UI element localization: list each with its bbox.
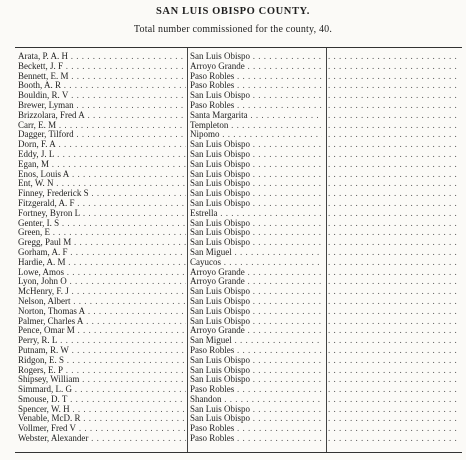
commissioner-name: Nelson, Albert . . . [18,297,186,307]
commissioner-name: Booth, A. R . . . [18,81,186,91]
commissioner-name: Bouldin, R. V . . . [18,91,186,101]
commissioner-place: Shandon . . . [190,395,322,405]
commission-date-cell [327,317,460,327]
commissioner-place: Nipomo . . . [190,130,322,140]
commission-date-cell [327,414,460,424]
table-row [15,375,462,385]
commissioner-name: Hardie, A. M . . . [18,258,186,268]
table-row [15,130,462,140]
commissioner-name: Arata, P. A. H . . . [18,52,186,62]
commissioner-place: San Luis Obispo . . . [190,170,322,180]
table-row [15,101,462,111]
commissioner-name: Smouse, D. T . . . [18,395,186,405]
commissioner-name: Perry, R. L . . . [18,336,186,346]
commissioner-place: San Luis Obispo . . . [190,179,322,189]
commissioner-place: San Luis Obispo . . . [190,405,322,415]
table-row [15,356,462,366]
commissioner-place: San Luis Obispo . . . [190,356,322,366]
commission-date-cell [327,434,460,444]
commissioner-place: Paso Robles . . . [190,424,322,434]
table-row [15,287,462,297]
table-row [15,62,462,72]
commission-date-cell [327,297,460,307]
commission-date-cell [327,72,460,82]
table-row [15,179,462,189]
table-row [15,121,462,131]
commissioner-name: Gregg, Paul M . . . [18,238,186,248]
commissioner-name: Egan, M . . . [18,160,186,170]
commissioner-name: Eddy, J. L . . . [18,150,186,160]
commissioner-name: Finney, Frederick S . . . [18,189,186,199]
commissioner-place: Paso Robles . . . [190,346,322,356]
commissioner-place: Paso Robles . . . [190,101,322,111]
commissioner-place: San Luis Obispo . . . [190,150,322,160]
commission-date-cell [327,209,460,219]
commission-date-cell [327,287,460,297]
commissioner-name: Gorham, A. F . . . [18,248,186,258]
commissioner-place: Estrella . . . [190,209,322,219]
commission-date-cell [327,150,460,160]
commissioner-name: Dagger, Tilford . . . [18,130,186,140]
commissioner-place: Arroyo Grande . . . [190,62,322,72]
commissioner-place: San Luis Obispo . . . [190,297,322,307]
commissioner-name: Fortney, Byron L . . . [18,209,186,219]
commissioner-place: San Luis Obispo . . . [190,366,322,376]
commissioner-name: Fitzgerald, A. F . . . [18,199,186,209]
table-row [15,189,462,199]
commission-date-cell [327,366,460,376]
commissioner-place: San Luis Obispo . . . [190,307,322,317]
table-row [15,140,462,150]
table-row [15,111,462,121]
commissioner-name: Brewer, Lyman . . . [18,101,186,111]
commissioner-name: Venable, McD. R . . . [18,414,186,424]
commissioner-name: Shipsey, William . . . [18,375,186,385]
commission-date-cell [327,307,460,317]
commission-date-cell [327,248,460,258]
commission-date-cell [327,268,460,278]
commissioner-place: San Luis Obispo . . . [190,52,322,62]
commissioner-name: Putnam, R. W . . . [18,346,186,356]
commissioner-name: Bennett, E. M . . . [18,72,186,82]
commission-date-cell [327,130,460,140]
table-row [15,277,462,287]
table-row [15,170,462,180]
commissioner-place: Arroyo Grande . . . [190,277,322,287]
table-row [15,346,462,356]
commission-date-cell [327,52,460,62]
table-row [15,268,462,278]
commissioner-place: Arroyo Grande . . . [190,326,322,336]
commissioner-place: San Miguel . . . [190,248,322,258]
table-row [15,414,462,424]
commissioner-name: Norton, Thomas A . . . [18,307,186,317]
table-row [15,228,462,238]
commissioner-place: Paso Robles . . . [190,385,322,395]
commission-date-cell [327,356,460,366]
commission-date-cell [327,189,460,199]
commission-date-cell [327,179,460,189]
commission-date-cell [327,199,460,209]
commission-date-cell [327,405,460,415]
table-row [15,150,462,160]
county-title: SAN LUIS OBISPO COUNTY. [155,6,311,17]
commission-date-cell [327,326,460,336]
commission-date-cell [327,375,460,385]
commissioner-name: Enos, Louis A . . . [18,170,186,180]
commission-date-cell [327,228,460,238]
commissioner-place: San Luis Obispo . . . [190,414,322,424]
commissioner-name: Beckett, J. F . . . [18,62,186,72]
commissioner-place: San Luis Obispo . . . [190,199,322,209]
commissioner-place: San Luis Obispo . . . [190,317,322,327]
commission-date-cell [327,140,460,150]
commissioner-name: Dorn, F. A . . . [18,140,186,150]
commission-date-cell [327,346,460,356]
commissioner-place: San Luis Obispo . . . [190,91,322,101]
commissioner-place: Paso Robles . . . [190,72,322,82]
commission-date-cell [327,81,460,91]
commissioner-place: Arroyo Grande . . . [190,268,322,278]
commissioner-name: Rogers, E. P . . . [18,366,186,376]
table-row [15,91,462,101]
commission-date-cell [327,424,460,434]
table-row [15,209,462,219]
commission-date-cell [327,258,460,268]
commission-table [15,52,462,444]
table-row [15,297,462,307]
table-row [15,258,462,268]
commissioner-place: San Miguel . . . [190,336,322,346]
commissioner-name: Palmer, Charles A . . . [18,317,186,327]
table-row [15,72,462,82]
commission-date-cell [327,385,460,395]
commissioner-name: Carr, E. M . . . [18,121,186,131]
commissioner-name: Simmard, L. G . . . [18,385,186,395]
bottom-rule [15,452,462,453]
commission-date-cell [327,277,460,287]
commissioner-name: Lowe, Amos . . . [18,268,186,278]
commissioner-name: Pence, Omar M . . . [18,326,186,336]
commission-date-cell [327,91,460,101]
table-row [15,52,462,62]
commission-date-cell [327,336,460,346]
table-row [15,434,462,444]
commissioner-place: San Luis Obispo . . . [190,219,322,229]
table-row [15,307,462,317]
commissioner-name: Ridgon, E. S . . . [18,356,186,366]
commissioner-name: McHenry, F. J . . . [18,287,186,297]
table-row [15,326,462,336]
commissioner-place: San Luis Obispo . . . [190,189,322,199]
commission-date-cell [327,111,460,121]
commissioner-place: Paso Robles . . . [190,434,322,444]
table-row [15,336,462,346]
commission-date-cell [327,238,460,248]
commissioner-name: Green, E . . . [18,228,186,238]
commissioner-place: San Luis Obispo . . . [190,228,322,238]
table-row [15,238,462,248]
commissioner-place: San Luis Obispo . . . [190,238,322,248]
commissioner-name: Genter, I. S . . . [18,219,186,229]
commissioner-place: Cayucos . . . [190,258,322,268]
table-row [15,199,462,209]
commission-date-cell [327,170,460,180]
commissioner-place: San Luis Obispo . . . [190,160,322,170]
commissioner-name: Spencer, W. H . . . [18,405,186,415]
table-row [15,248,462,258]
county-subtitle: Total number commissioned for the county, 40. [133,24,333,35]
table-row [15,160,462,170]
commissioner-place: Templeton . . . [190,121,322,131]
table-row [15,395,462,405]
commission-date-cell [327,121,460,131]
table-row [15,366,462,376]
commissioner-name: Ent, W. N . . . [18,179,186,189]
table-row [15,385,462,395]
commissioner-name: Lyon, John O . . . [18,277,186,287]
commissioner-place: San Luis Obispo . . . [190,287,322,297]
commission-date-cell [327,395,460,405]
commissioner-place: San Luis Obispo . . . [190,375,322,385]
commission-date-cell [327,62,460,72]
commissioner-name: Webster, Alexander . . . [18,434,186,444]
commissioner-name: Vollmer, Fred V . . . [18,424,186,434]
table-row [15,219,462,229]
commission-date-cell [327,160,460,170]
table-row [15,405,462,415]
table-row [15,424,462,434]
top-rule [15,47,462,48]
commissioner-place: Santa Margarita . . . [190,111,322,121]
commissioner-place: Paso Robles . . . [190,81,322,91]
commission-date-cell [327,219,460,229]
commissioner-name: Brizzolara, Fred A . . . [18,111,186,121]
table-row [15,317,462,327]
table-row [15,81,462,91]
commission-date-cell [327,101,460,111]
commissioner-place: San Luis Obispo . . . [190,140,322,150]
